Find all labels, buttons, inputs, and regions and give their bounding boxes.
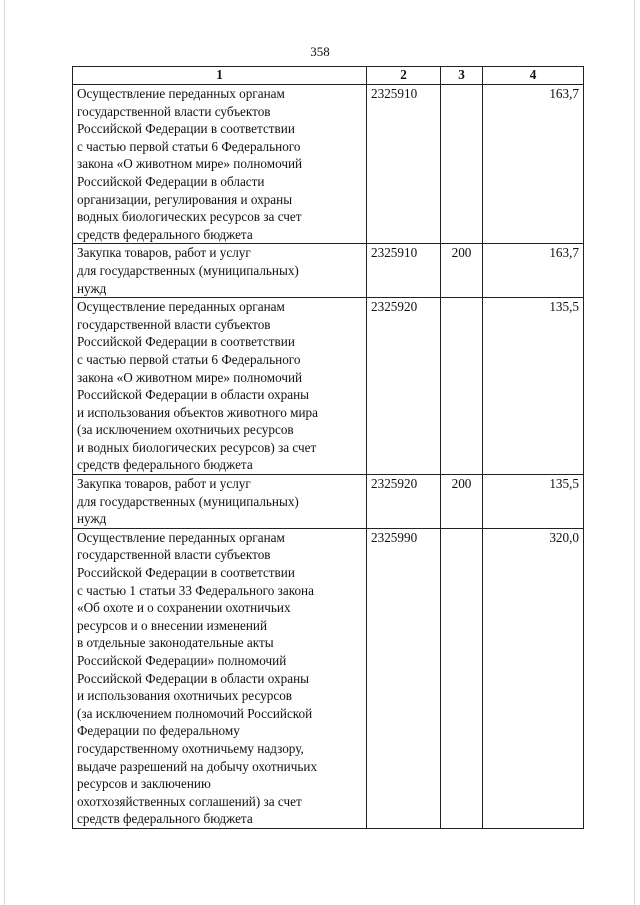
row-name: Закупка товаров, работ и услуг для государственных (муниципальных) нужд	[73, 244, 367, 298]
row-amount: 135,5	[483, 475, 584, 529]
scan-edge-right	[634, 0, 635, 905]
header-col-1: 1	[73, 67, 367, 85]
page-number: 358	[310, 44, 330, 59]
row-code: 2325910	[367, 244, 441, 298]
table-row	[73, 298, 584, 475]
row-amount: 320,0	[483, 528, 584, 828]
row-amount: 163,7	[483, 244, 584, 298]
header-col-2: 2	[367, 67, 441, 85]
budget-table	[72, 66, 584, 829]
row-code: 2325920	[367, 298, 441, 475]
row-code: 2325920	[367, 475, 441, 529]
row-code: 2325910	[367, 85, 441, 244]
table-header-row	[73, 67, 584, 85]
header-col-4: 4	[483, 67, 584, 85]
row-name: Осуществление переданных органам государственной власти субъектов Российской Федерации в соответствии с частью 1 статьи 33 Федерального закона «Об охоте и о сохранении охотничьих ресурсов и о внесении изменений в отдельные законодательные акты Российской Федерации» полномочий Российской Федерации в области охраны и использования охотничьих ресурсов (за исключением полномочий Российской Федерации по федеральному государственному охотничьему надзору, выдаче разрешений на добычу охотничьих ресурсов и заключению охотхозяйственных соглашений) за счет средств федерального бюджета	[73, 528, 367, 828]
row-type: 200	[441, 244, 483, 298]
row-type	[441, 528, 483, 828]
row-amount: 163,7	[483, 85, 584, 244]
scan-edge-left	[4, 0, 5, 905]
row-name: Осуществление переданных органам государственной власти субъектов Российской Федерации в соответствии с частью первой статьи 6 Федерального закона «О животном мире» полномочий Российской Федерации в области охраны и использования объектов животного мира (за исключением охотничьих ресурсов и водных биологических ресурсов) за счет средств федерального бюджета	[73, 298, 367, 475]
table-row	[73, 475, 584, 529]
row-amount: 135,5	[483, 298, 584, 475]
row-code: 2325990	[367, 528, 441, 828]
row-type	[441, 85, 483, 244]
row-type: 200	[441, 475, 483, 529]
table-row	[73, 85, 584, 244]
table-row	[73, 528, 584, 828]
row-name: Закупка товаров, работ и услуг для государственных (муниципальных) нужд	[73, 475, 367, 529]
row-type	[441, 298, 483, 475]
row-name: Осуществление переданных органам государственной власти субъектов Российской Федерации в соответствии с частью первой статьи 6 Федерального закона «О животном мире» полномочий Российской Федерации в области организации, регулирования и охраны водных биологических ресурсов за счет средств федерального бюджета	[73, 85, 367, 244]
header-col-3: 3	[441, 67, 483, 85]
table-row	[73, 244, 584, 298]
